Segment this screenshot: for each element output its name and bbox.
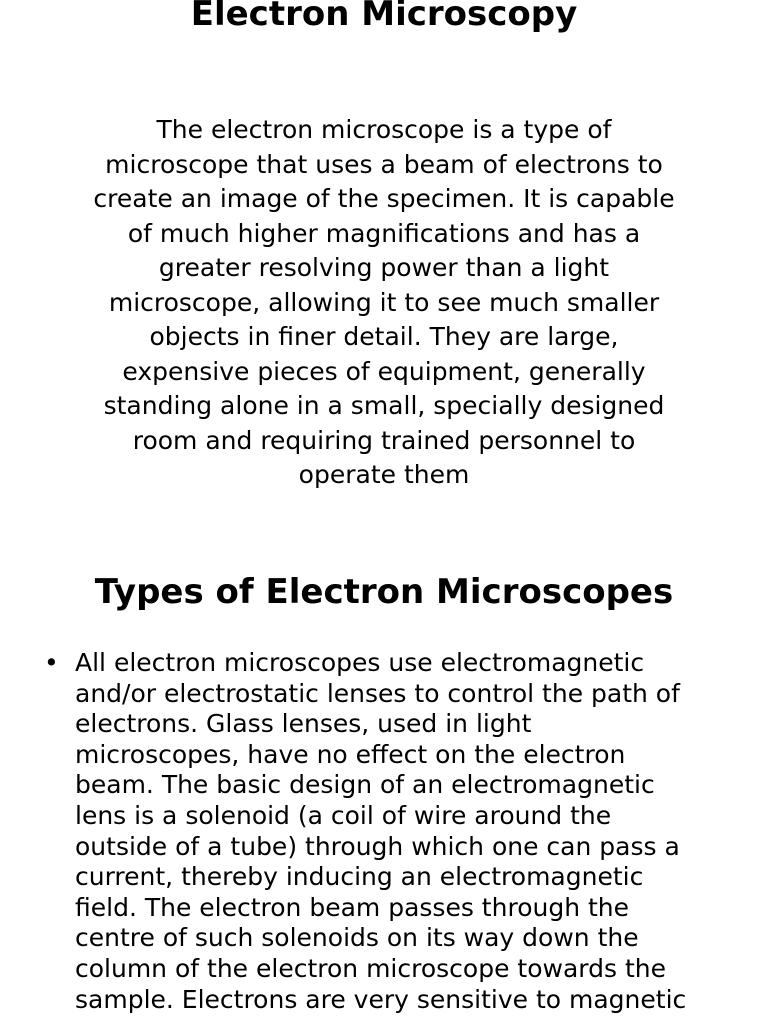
paragraph-line: room and requiring trained personnel to <box>132 425 636 455</box>
bullet-line: beam. The basic design of an electromagnetic <box>75 770 655 800</box>
bullet-line: All electron microscopes use electromagnetic <box>75 648 645 677</box>
paragraph-line: operate them <box>298 460 470 489</box>
paragraph-line: standing alone in a small, specially designed <box>103 391 665 420</box>
bullet-item <box>0 648 768 1015</box>
bullet-line: electrons. Glass lenses, used in light <box>75 709 532 739</box>
bullet-line: outside of a tube) through which one can pass a <box>75 831 680 861</box>
paragraph-line: objects in finer detail. They are large, <box>149 322 619 351</box>
bullet-line: field. The electron beam passes through the <box>75 892 630 922</box>
bullet-line: centre of such solenoids on its way down the <box>75 923 639 953</box>
paragraph-line: microscope that uses a beam of electrons to <box>105 149 663 179</box>
paragraph-line: The electron microscope is a type of <box>156 115 612 144</box>
bullet-line: and/or electrostatic lenses to control the path of <box>75 678 680 708</box>
intro-paragraph <box>60 113 708 493</box>
slide-title: Electron Microscopy <box>190 0 578 34</box>
bullet-list <box>0 648 768 1015</box>
paragraph-line: greater resolving power than a light <box>158 253 610 282</box>
bullet-line: column of the electron microscope towards the <box>75 953 666 983</box>
bullet-line: lens is a solenoid (a coil of wire around the <box>75 800 612 830</box>
paragraph-line: create an image of the specimen. It is capable <box>93 184 675 213</box>
section-title: Types of Electron Microscopes <box>94 572 674 612</box>
bullet-line: current, thereby inducing an electromagnetic <box>75 862 644 892</box>
bullet-line: microscopes, have no effect on the electron <box>75 739 626 769</box>
bullet-icon: • <box>44 648 59 677</box>
bullet-line: sample. Electrons are very sensitive to magnetic <box>75 984 687 1014</box>
paragraph-line: microscope, allowing it to see much smaller <box>108 287 660 317</box>
paragraph-line: of much higher magnifications and has a <box>127 218 641 248</box>
paragraph-line: expensive pieces of equipment, generally <box>122 356 646 386</box>
